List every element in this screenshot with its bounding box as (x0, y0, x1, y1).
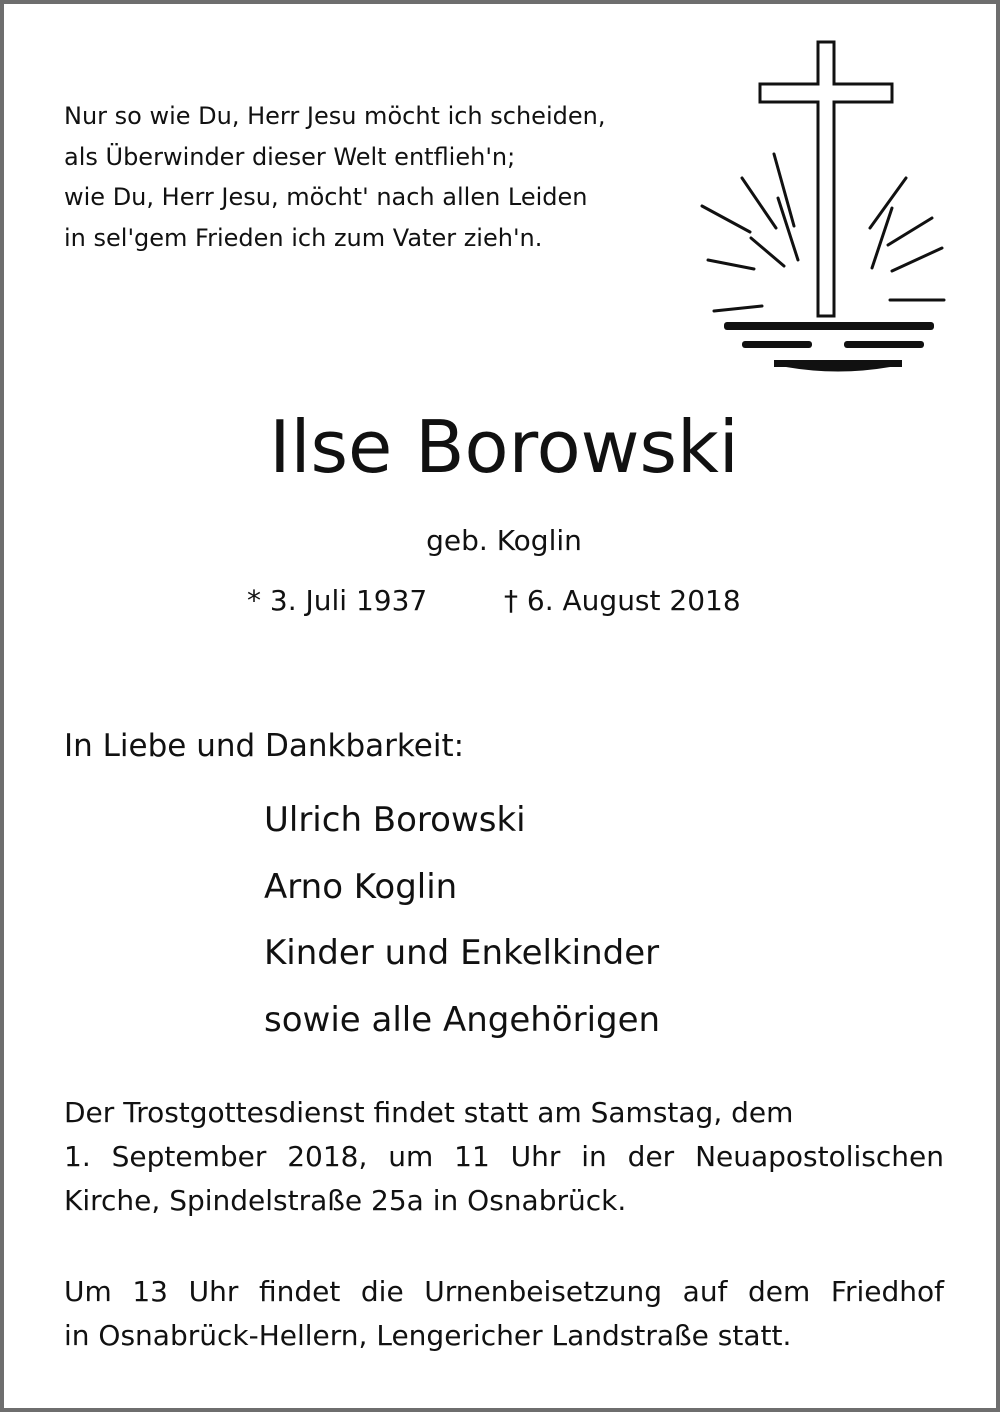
service-line: Der Trostgottesdienst findet statt am Samstag, dem (64, 1096, 794, 1129)
cross-with-rising-sun-icon (694, 38, 954, 388)
service-announcement (64, 1091, 944, 1223)
mourner-name: sowie alle Angehörigen (264, 999, 661, 1040)
burial-announcement (64, 1270, 944, 1358)
service-line: Kirche, Spindelstraße 25a in Osnabrück. (64, 1184, 627, 1217)
birth-date: * 3. Juli 1937 (247, 584, 428, 617)
mourners-intro: In Liebe und Dankbarkeit: (64, 728, 465, 764)
deceased-name: Ilse Borowski (269, 405, 739, 489)
service-line: 1. September 2018, um 11 Uhr in der Neuapostolischen (64, 1140, 944, 1173)
verse (64, 96, 605, 258)
verse-line: Nur so wie Du, Herr Jesu möcht ich scheiden, (64, 102, 606, 130)
maiden-name: geb. Koglin (426, 524, 582, 557)
verse-line: als Überwinder dieser Welt entflieh'n; (64, 142, 516, 171)
mourner-name: Arno Koglin (264, 866, 458, 907)
mourners-list (264, 787, 660, 1053)
burial-line: in Osnabrück-Hellern, Lengericher Landstraße statt. (64, 1319, 792, 1352)
mourner-name: Kinder und Enkelkinder (264, 933, 660, 973)
mourner-name: Ulrich Borowski (264, 800, 526, 840)
verse-line: wie Du, Herr Jesu, möcht' nach allen Leiden (64, 183, 588, 211)
burial-line: Um 13 Uhr findet die Urnenbeisetzung auf dem Friedhof (64, 1275, 944, 1308)
death-date: † 6. August 2018 (504, 584, 741, 617)
verse-line: in sel'gem Frieden ich zum Vater zieh'n. (64, 223, 543, 252)
